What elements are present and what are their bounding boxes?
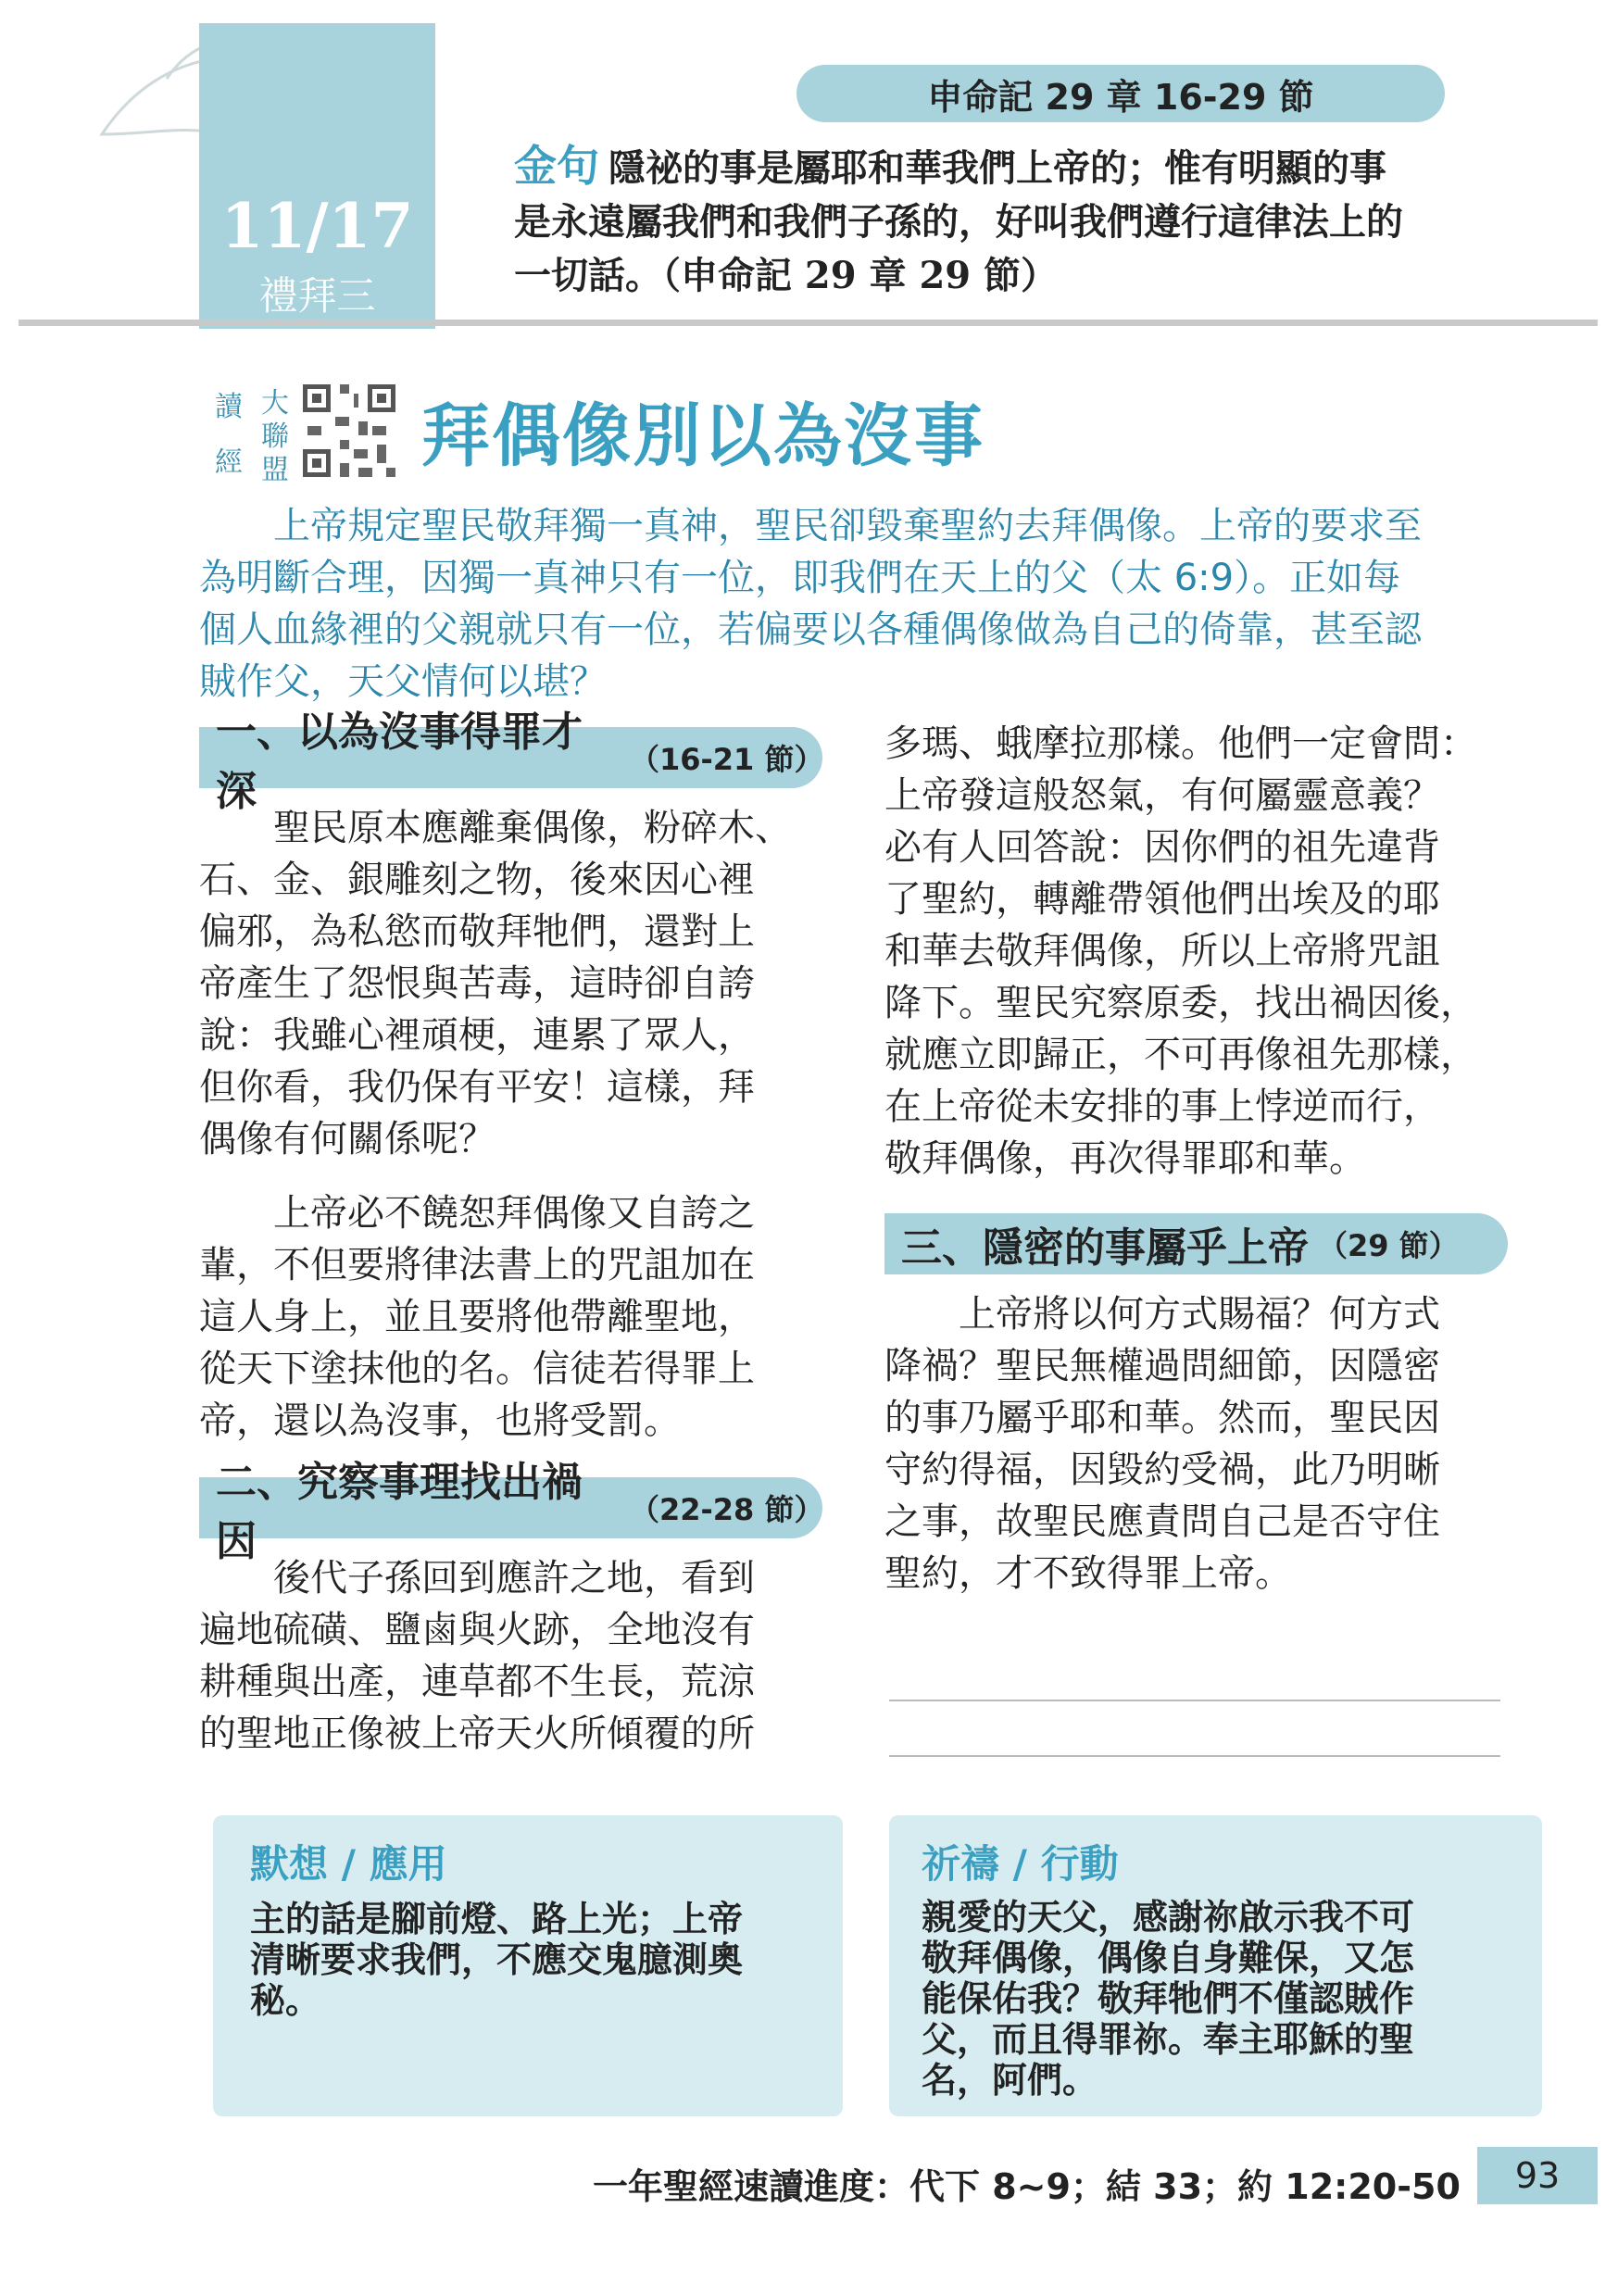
meditation-text: 主的話是腳前燈、路上光；上帝 清晰要求我們，不應交鬼臆測奧 秘。 bbox=[250, 1898, 744, 2021]
section-2-continuation: 多瑪、蛾摩拉那樣。他們一定會問： 上帝發這般怒氣，有何屬靈意義？ 必有人回答說：因你們的祖先違背 了聖約，轉離帶領他們出埃及的耶 和華去敬拜偶像，所以上帝將咒詛 降下。聖民究察原委，找出禍因後， 就應立即歸正，不可再像祖先那樣， 在上帝從未安排的事上悖逆而行， 敬拜偶像，再次得罪耶和華。 bbox=[884, 722, 1477, 1180]
note-line bbox=[889, 1700, 1500, 1701]
reading-progress: 一年聖經速讀進度：代下 8~9；結 33；約 12:20-50 bbox=[593, 2166, 1461, 2207]
note-line bbox=[889, 1755, 1500, 1757]
page-title: 拜偶像別以為沒事 bbox=[421, 396, 985, 476]
date-tab bbox=[199, 23, 435, 329]
prayer-title: 祈禱 / 行動 bbox=[922, 1841, 1119, 1887]
reading-league-label: 讀 經 大 聯 盟 bbox=[215, 387, 289, 486]
section-2-paragraph-1: 後代子孫回到應許之地，看到 遍地硫磺、鹽鹵與火跡，全地沒有 耕種與出產，連草都不生長，荒涼 的聖地正像被上帝天火所傾覆的所 bbox=[199, 1557, 755, 1755]
introduction: 上帝規定聖民敬拜獨一真神，聖民卻毀棄聖約去拜偶像。上帝的要求至 為明斷合理，因獨一真神只有一位，即我們在天上的父（太 6:9）。正如每 個人血緣裡的父親就只有一位，若偏要以各種偶像做為自己的倚靠，甚至認 賊作父，天父情何以堪？ bbox=[199, 505, 1422, 703]
section-3-heading: 三、隱密的事屬乎上帝 （29 節） bbox=[884, 1213, 1508, 1274]
prayer-text: 親愛的天父，感謝祢啟示我不可 敬拜偶像，偶像自身難保，又怎 能保佑我？敬拜牠們不僅認賊作 父，而且得罪祢。奉主耶穌的聖 名，阿們。 bbox=[922, 1896, 1415, 2101]
golden-verse: 金句 隱祕的事是屬耶和華我們上帝的；惟有明顯的事 是永遠屬我們和我們子孫的，好叫我們遵行這律法上的 一切話。（申命記 29 章 29 節） bbox=[514, 141, 1403, 297]
qr-code-icon[interactable] bbox=[298, 380, 400, 482]
section-1-paragraph-2: 上帝必不饒恕拜偶像又自誇之 輩，不但要將律法書上的咒詛加在 這人身上，並且要將他帶離聖地， 從天下塗抹他的名。信徒若得罪上 帝，還以為沒事，也將受罰。 bbox=[199, 1192, 755, 1442]
meditation-title: 默想 / 應用 bbox=[250, 1841, 447, 1887]
weekday: 禮拜三 bbox=[258, 273, 376, 319]
page-number: 93 bbox=[1477, 2147, 1598, 2204]
prayer-box bbox=[889, 1815, 1542, 2116]
date: 11/17 bbox=[220, 190, 414, 262]
section-1-paragraph-1: 聖民原本應離棄偶像，粉碎木、 石、金、銀雕刻之物，後來因心裡 偏邪，為私慾而敬拜牠們，還對上 帝產生了怨恨與苦毒，這時卻自誇 說：我雖心裡頑梗，連累了眾人， 但你看，我仍保有平安！這樣，拜 偶像有何關係呢？ bbox=[199, 807, 792, 1161]
scripture-reference: 申命記 29 章 16-29 節 bbox=[796, 65, 1445, 122]
meditation-box bbox=[213, 1815, 843, 2116]
header-divider bbox=[19, 320, 1598, 326]
golden-verse-label: 金句 bbox=[514, 141, 599, 191]
section-3-paragraph-1: 上帝將以何方式賜福？何方式 降禍？聖民無權過問細節，因隱密 的事乃屬乎耶和華。然而，聖民因 守約得福，因毀約受禍，此乃明晰 之事，故聖民應責問自己是否守住 聖約，才不致得罪上帝。 bbox=[884, 1293, 1440, 1595]
section-1-heading: 一、以為沒事得罪才深 （16-21 節） bbox=[199, 727, 822, 788]
section-2-heading: 二、究察事理找出禍因 （22-28 節） bbox=[199, 1477, 822, 1538]
